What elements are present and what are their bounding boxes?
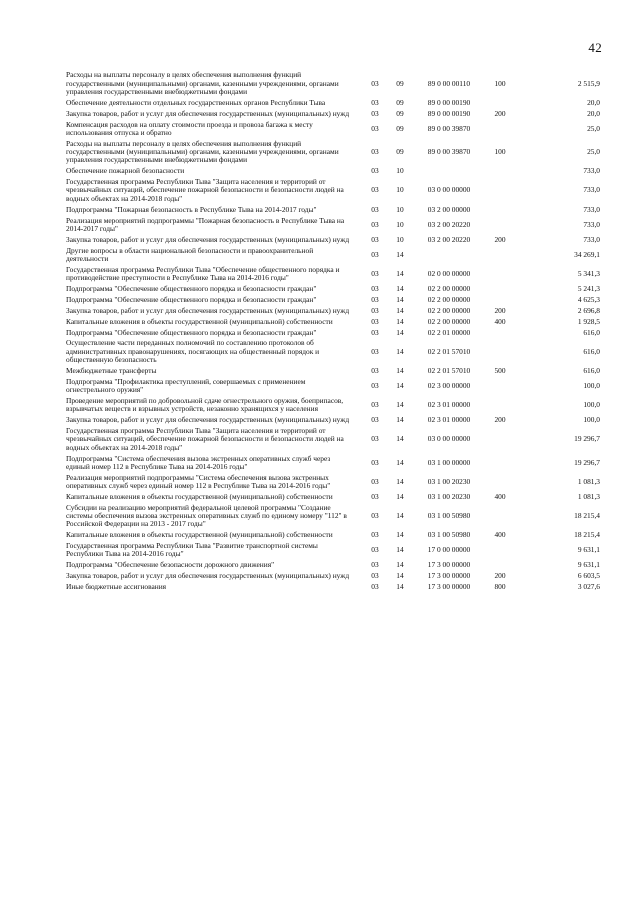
row-expense-type: 500 xyxy=(494,366,506,375)
row-subsection: 09 xyxy=(396,148,404,157)
table-row xyxy=(66,530,602,541)
row-name: Обеспечение деятельности отдельных государственных органов Республики Тыва xyxy=(66,98,326,107)
row-name: Государственная программа Республики Тыва "Развитие транспортной системы Республики Тыва на 2014-2016 годы" xyxy=(66,542,318,559)
table-row xyxy=(66,415,602,426)
row-expense-type: 200 xyxy=(494,416,506,425)
row-target-article: 02 2 00 00000 xyxy=(427,295,471,304)
page-number: 42 xyxy=(588,40,602,55)
row-amount: 19 296,7 xyxy=(574,435,600,444)
row-subsection: 14 xyxy=(396,492,404,501)
row-section: 03 xyxy=(371,401,379,410)
budget-table xyxy=(66,70,602,593)
row-target-article: 17 3 00 00000 xyxy=(427,572,471,581)
table-row xyxy=(66,582,602,593)
row-target-article: 02 2 01 57010 xyxy=(427,347,471,356)
row-amount: 25,0 xyxy=(587,148,600,157)
row-target-article: 02 2 00 00000 xyxy=(427,284,471,293)
row-section: 03 xyxy=(371,295,379,304)
row-target-article: 02 2 00 00000 xyxy=(427,317,471,326)
row-expense-type: 200 xyxy=(494,306,506,315)
row-name: Расходы на выплаты персоналу в целях обеспечения выполнения функций государственными (муниципальными) органами, казенными учреждениями, органами управления государственными внебюджетными фондами xyxy=(66,71,339,96)
row-subsection: 14 xyxy=(396,401,404,410)
row-subsection: 10 xyxy=(396,220,404,229)
table-row xyxy=(66,541,602,560)
row-target-article: 03 1 00 00000 xyxy=(427,458,471,467)
row-amount: 616,0 xyxy=(583,347,600,356)
row-name: Подпрограмма "Обеспечение общественного порядка и безопасности граждан" xyxy=(66,328,317,337)
row-section: 03 xyxy=(371,186,379,195)
row-section: 03 xyxy=(371,124,379,133)
row-section: 03 xyxy=(371,269,379,278)
row-name: Закупка товаров, работ и услуг для обеспечения государственных (муниципальных) нужд xyxy=(66,572,350,581)
row-amount: 616,0 xyxy=(583,366,600,375)
row-amount: 100,0 xyxy=(583,381,600,390)
row-name: Государственная программа Республики Тыва "Защита населения и территорий от чрезвычайных ситуаций, обеспечение пожарной безопасности и безопасности людей на водных объектах на 2014-2018 годы" xyxy=(66,178,344,203)
row-target-article: 03 1 00 50980 xyxy=(427,512,471,521)
row-name: Подпрограмма "Система обеспечения вызова экстренных оперативных служб через единый номер 112 в Республике Тыва на 2014-2016 годы" xyxy=(66,454,331,471)
row-amount: 20,0 xyxy=(587,109,600,118)
row-subsection: 14 xyxy=(396,416,404,425)
row-name: Подпрограмма "Профилактика преступлений, совершаемых с применением огнестрельного оружия" xyxy=(66,377,306,395)
row-expense-type: 800 xyxy=(494,583,506,592)
row-name: Закупка товаров, работ и услуг для обеспечения государственных (муниципальных) нужд xyxy=(66,235,350,244)
row-name: Субсидии на реализацию мероприятий федеральной целевой программы "Создание системы обеспечения вызова экстренных оперативных служб по единому номеру "112" в Российской Федерации на 2013 - 2017 годы" xyxy=(66,503,347,529)
row-section: 03 xyxy=(371,492,379,501)
row-amount: 25,0 xyxy=(587,124,600,133)
row-subsection: 14 xyxy=(396,583,404,592)
row-subsection: 10 xyxy=(396,186,404,195)
row-name: Реализация мероприятий подпрограммы "Система обеспечения вызова экстренных оперативных служб через единый номер 112 в Республике Тыва на 2014-2016 годы" xyxy=(66,473,331,491)
row-subsection: 14 xyxy=(396,366,404,375)
row-name: Подпрограмма "Обеспечение общественного порядка и безопасности граждан" xyxy=(66,284,317,293)
table-row xyxy=(66,396,602,415)
row-subsection: 10 xyxy=(396,235,404,244)
row-expense-type: 400 xyxy=(494,492,506,501)
row-section: 03 xyxy=(371,98,379,107)
table-row xyxy=(66,327,602,338)
row-section: 03 xyxy=(371,328,379,337)
row-amount: 2 696,8 xyxy=(577,306,600,315)
row-amount: 5 241,3 xyxy=(577,284,600,293)
table-row xyxy=(66,366,602,377)
row-name: Капитальные вложения в объекты государственной (муниципальной) собственности xyxy=(66,492,333,501)
row-subsection: 14 xyxy=(396,317,404,326)
row-amount: 1 081,3 xyxy=(577,492,600,501)
row-target-article: 89 0 00 39870 xyxy=(427,148,471,157)
row-subsection: 14 xyxy=(396,512,404,521)
table-row xyxy=(66,166,602,177)
table-row xyxy=(66,119,602,138)
table-row xyxy=(66,204,602,215)
table-row xyxy=(66,472,602,491)
row-subsection: 09 xyxy=(396,98,404,107)
row-subsection: 14 xyxy=(396,477,404,486)
row-section: 03 xyxy=(371,205,379,214)
row-target-article: 02 2 01 00000 xyxy=(427,328,471,337)
row-name: Подпрограмма "Пожарная безопасность в Республике Тыва на 2014-2017 годы" xyxy=(66,205,317,214)
row-target-article: 03 2 00 20220 xyxy=(427,235,471,244)
row-section: 03 xyxy=(371,148,379,157)
row-amount: 9 631,1 xyxy=(577,561,600,570)
row-amount: 1 081,3 xyxy=(577,477,600,486)
row-section: 03 xyxy=(371,347,379,356)
row-name: Подпрограмма "Обеспечение общественного порядка и безопасности граждан" xyxy=(66,295,317,304)
row-section: 03 xyxy=(371,546,379,555)
row-section: 03 xyxy=(371,381,379,390)
row-target-article: 02 3 00 00000 xyxy=(427,381,471,390)
row-target-article: 03 1 00 20230 xyxy=(427,477,471,486)
row-subsection: 14 xyxy=(396,347,404,356)
row-target-article: 89 0 00 00110 xyxy=(427,79,471,88)
row-subsection: 14 xyxy=(396,572,404,581)
row-amount: 733,0 xyxy=(583,186,600,195)
table-row xyxy=(66,571,602,582)
row-target-article: 03 2 00 20220 xyxy=(427,220,471,229)
row-section: 03 xyxy=(371,416,379,425)
row-name: Расходы на выплаты персоналу в целях обеспечения выполнения функций государственными (муниципальными) органами, казенными учреждениями, органами управления государственными внебюджетными фондами xyxy=(66,139,339,165)
row-target-article: 17 3 00 00000 xyxy=(427,561,471,570)
row-name: Другие вопросы в области национальной безопасности и правоохранительной деятельности xyxy=(66,246,314,263)
row-section: 03 xyxy=(371,167,379,176)
row-subsection: 10 xyxy=(396,205,404,214)
table-row xyxy=(66,316,602,327)
row-name: Закупка товаров, работ и услуг для обеспечения государственных (муниципальных) нужд xyxy=(66,416,350,425)
row-section: 03 xyxy=(371,583,379,592)
table-row xyxy=(66,503,602,530)
row-name: Компенсация расходов на оплату стоимости проезда и провоза багажа к месту использования отпуска и обратно xyxy=(66,120,313,137)
row-subsection: 14 xyxy=(396,458,404,467)
row-expense-type: 200 xyxy=(494,572,506,581)
row-name: Реализация мероприятий подпрограммы "Пожарная безопасность в Республике Тыва на 2014-2017 годы" xyxy=(66,216,345,233)
row-section: 03 xyxy=(371,561,379,570)
row-name: Государственная программа Республики Тыва "Защита населения и территорий от чрезвычайных ситуаций, обеспечение пожарной безопасности и безопасности людей на водных объектах на 2014-2018 годы" xyxy=(66,427,344,452)
row-subsection: 09 xyxy=(396,109,404,118)
row-subsection: 14 xyxy=(396,531,404,540)
table-row xyxy=(66,560,602,571)
row-subsection: 14 xyxy=(396,306,404,315)
row-name: Капитальные вложения в объекты государственной (муниципальной) собственности xyxy=(66,317,333,326)
row-section: 03 xyxy=(371,317,379,326)
row-section: 03 xyxy=(371,512,379,521)
table-row xyxy=(66,215,602,234)
table-row xyxy=(66,138,602,165)
row-section: 03 xyxy=(371,531,379,540)
table-row xyxy=(66,492,602,503)
table-row xyxy=(66,453,602,472)
row-target-article: 03 1 00 50980 xyxy=(427,531,471,540)
row-target-article: 02 2 00 00000 xyxy=(427,306,471,315)
table-row xyxy=(66,284,602,295)
row-amount: 5 341,3 xyxy=(577,269,600,278)
row-amount: 9 631,1 xyxy=(577,546,600,555)
row-section: 03 xyxy=(371,220,379,229)
row-target-article: 89 0 00 00190 xyxy=(427,98,471,107)
row-name: Осуществление части переданных полномочий по составлению протоколов об административных правонарушениях, посягающих на общественный порядок и общественную безопасность xyxy=(66,339,320,364)
row-amount: 733,0 xyxy=(583,167,600,176)
row-name: Капитальные вложения в объекты государственной (муниципальной) собственности xyxy=(66,531,333,540)
row-amount: 2 515,9 xyxy=(577,79,600,88)
row-name: Государственная программа Республики Тыва "Обеспечение общественного порядка и противодействие преступности в Республике Тыва на 2014-2016 годы" xyxy=(66,265,340,283)
row-subsection: 14 xyxy=(396,546,404,555)
row-name: Закупка товаров, работ и услуг для обеспечения государственных (муниципальных) нужд xyxy=(66,109,350,118)
row-target-article: 02 0 00 00000 xyxy=(427,269,471,278)
row-amount: 733,0 xyxy=(583,220,600,229)
row-amount: 34 269,1 xyxy=(574,250,600,259)
row-name: Проведение мероприятий по добровольной сдаче огнестрельного оружия, боеприпасов, взрывчатых веществ и взрывных устройств, незаконно хранящихся у населения xyxy=(66,396,344,414)
row-subsection: 14 xyxy=(396,250,404,259)
row-name: Межбюджетные трансферты xyxy=(66,366,157,375)
row-target-article: 89 0 00 00190 xyxy=(427,109,471,118)
row-expense-type: 100 xyxy=(494,79,506,88)
row-name: Иные бюджетные ассигнования xyxy=(66,583,167,592)
table-row xyxy=(66,305,602,316)
row-section: 03 xyxy=(371,306,379,315)
table-row xyxy=(66,295,602,306)
row-section: 03 xyxy=(371,572,379,581)
row-subsection: 14 xyxy=(396,269,404,278)
row-expense-type: 100 xyxy=(494,148,506,157)
row-amount: 19 296,7 xyxy=(574,458,600,467)
row-section: 03 xyxy=(371,435,379,444)
row-amount: 18 215,4 xyxy=(574,531,600,540)
row-section: 03 xyxy=(371,284,379,293)
row-amount: 733,0 xyxy=(583,235,600,244)
row-name: Подпрограмма "Обеспечение безопасности дорожного движения" xyxy=(66,561,275,570)
row-target-article: 89 0 00 39870 xyxy=(427,124,471,133)
table-row xyxy=(66,70,602,97)
row-subsection: 14 xyxy=(396,561,404,570)
row-expense-type: 400 xyxy=(494,317,506,326)
row-name: Закупка товаров, работ и услуг для обеспечения государственных (муниципальных) нужд xyxy=(66,306,350,315)
table-row xyxy=(66,177,602,204)
row-amount: 4 625,3 xyxy=(577,295,600,304)
table-row xyxy=(66,97,602,108)
row-expense-type: 400 xyxy=(494,531,506,540)
row-expense-type: 200 xyxy=(494,235,506,244)
row-amount: 20,0 xyxy=(587,98,600,107)
table-row xyxy=(66,234,602,245)
row-name: Обеспечение пожарной безопасности xyxy=(66,167,185,176)
row-section: 03 xyxy=(371,477,379,486)
row-subsection: 14 xyxy=(396,295,404,304)
row-section: 03 xyxy=(371,458,379,467)
row-amount: 100,0 xyxy=(583,416,600,425)
row-amount: 100,0 xyxy=(583,401,600,410)
row-target-article: 02 3 01 00000 xyxy=(427,416,471,425)
row-target-article: 03 0 00 00000 xyxy=(427,435,471,444)
row-target-article: 17 0 00 00000 xyxy=(427,546,471,555)
row-amount: 18 215,4 xyxy=(574,512,600,521)
row-subsection: 09 xyxy=(396,124,404,133)
row-expense-type: 200 xyxy=(494,109,506,118)
row-target-article: 03 2 00 00000 xyxy=(427,205,471,214)
row-subsection: 10 xyxy=(396,167,404,176)
row-section: 03 xyxy=(371,235,379,244)
row-section: 03 xyxy=(371,250,379,259)
table-row xyxy=(66,338,602,365)
table-row xyxy=(66,376,602,395)
table-row xyxy=(66,108,602,119)
row-subsection: 14 xyxy=(396,381,404,390)
row-target-article: 03 0 00 00000 xyxy=(427,186,471,195)
row-section: 03 xyxy=(371,366,379,375)
row-section: 03 xyxy=(371,79,379,88)
row-amount: 6 603,5 xyxy=(577,572,600,581)
row-amount: 1 928,5 xyxy=(577,317,600,326)
row-target-article: 17 3 00 00000 xyxy=(427,583,471,592)
table-row xyxy=(66,426,602,453)
row-target-article: 03 1 00 20230 xyxy=(427,492,471,501)
table-row xyxy=(66,245,602,264)
row-subsection: 09 xyxy=(396,79,404,88)
table-row xyxy=(66,264,602,283)
row-target-article: 02 3 01 00000 xyxy=(427,401,471,410)
row-subsection: 14 xyxy=(396,328,404,337)
row-section: 03 xyxy=(371,109,379,118)
row-amount: 733,0 xyxy=(583,205,600,214)
row-subsection: 14 xyxy=(396,435,404,444)
row-amount: 3 027,6 xyxy=(577,583,600,592)
row-target-article: 02 2 01 57010 xyxy=(427,366,471,375)
row-amount: 616,0 xyxy=(583,328,600,337)
row-subsection: 14 xyxy=(396,284,404,293)
